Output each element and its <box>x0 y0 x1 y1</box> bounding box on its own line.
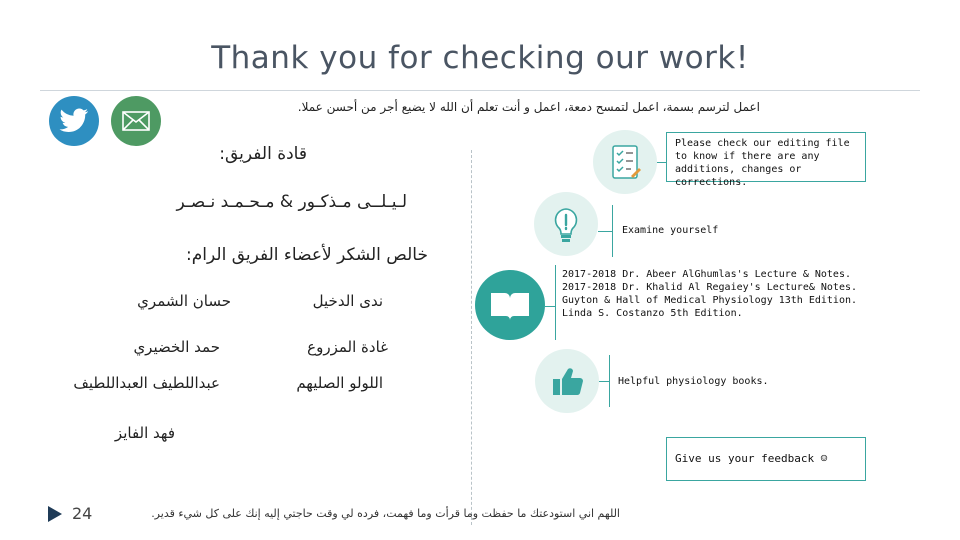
title-divider <box>40 90 920 91</box>
connector-line <box>555 265 556 340</box>
connector-line <box>609 355 610 407</box>
reference-item: 2017-2018 Dr. Abeer AlGhumlas's Lecture & Notes. <box>562 269 851 280</box>
member-name: اللولو الصليهم <box>296 374 383 392</box>
member-name: عبداللطيف العبداللطيف <box>73 374 220 392</box>
column-divider <box>471 150 472 525</box>
editing-note-box <box>666 132 866 188</box>
play-icon <box>48 506 62 522</box>
footer-prayer: اللهم اني استودعتك ما حفظت وما قرأت وما فهمت، فرده لي وقت حاجتي إليه إنك على كل شيء قدير. <box>151 507 620 520</box>
team-thanks-label: خالص الشكر لأعضاء الفريق الرام: <box>186 245 428 265</box>
references-list <box>562 268 862 320</box>
motto-text: اعمل لترسم بسمة، اعمل لتمسح دمعة، اعمل و أنت تعلم أن الله لا يضيع أجر من أحسن عملا. <box>297 100 760 114</box>
examine-note: Examine yourself <box>622 225 719 236</box>
member-name: غادة المزروع <box>307 338 388 356</box>
checklist-icon <box>593 130 657 194</box>
books-note: Helpful physiology books. <box>618 376 769 387</box>
team-leaders-label: قادة الفريق: <box>219 144 307 164</box>
twitter-icon[interactable] <box>49 96 99 146</box>
mail-icon[interactable] <box>111 96 161 146</box>
member-name: حمد الخضيري <box>133 338 220 356</box>
feedback-box[interactable] <box>666 437 866 481</box>
reference-item: 2017-2018 Dr. Khalid Al Regaiey's Lecture& Notes. <box>562 282 858 293</box>
team-leaders-names: لـيـلــى مـذكـور & مـحـمـد نـصـر <box>176 192 407 212</box>
connector-line <box>598 231 612 232</box>
editing-note: Please check our editing file to know if there are any additions, changes or corrections. <box>675 138 850 188</box>
connector-line <box>545 306 555 307</box>
member-name: ندى الدخيل <box>312 292 383 310</box>
member-name: فهد الفايز <box>114 424 175 442</box>
connector-line <box>612 205 613 257</box>
reference-item: Guyton & Hall of Medical Physiology 13th Edition. <box>562 295 858 306</box>
member-name: حسان الشمري <box>137 292 231 310</box>
thumbs-up-icon <box>535 349 599 413</box>
page-number: 24 <box>72 504 93 523</box>
book-icon <box>475 270 545 340</box>
feedback-note[interactable]: Give us your feedback ☺ <box>675 452 828 465</box>
lightbulb-icon <box>534 192 598 256</box>
reference-item: Linda S. Costanzo 5th Edition. <box>562 308 743 319</box>
connector-line <box>599 381 609 382</box>
slide-title: Thank you for checking our work! <box>211 40 749 76</box>
